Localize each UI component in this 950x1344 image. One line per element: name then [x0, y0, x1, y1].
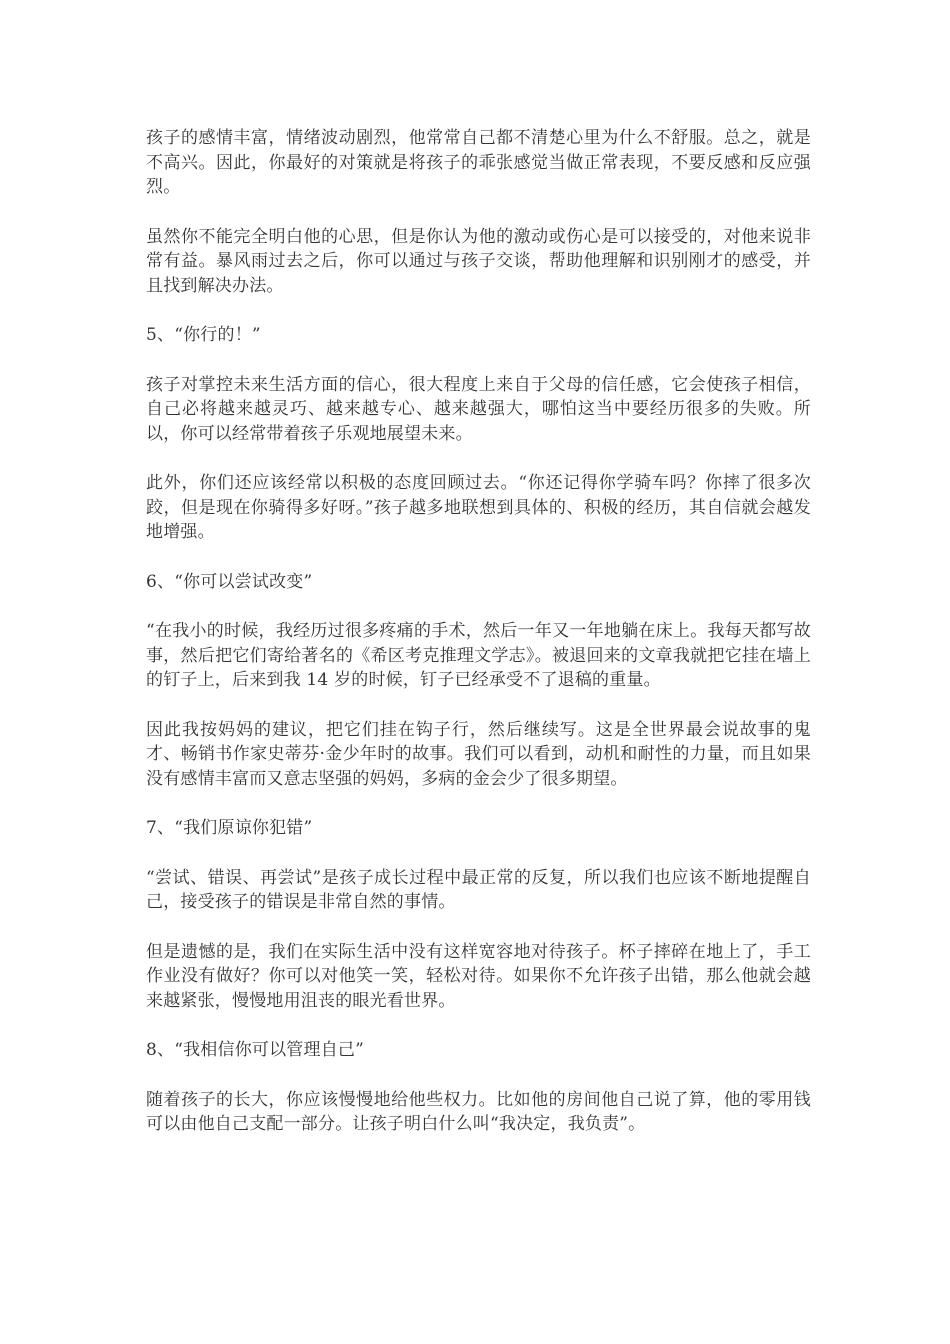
paragraph: “尝试、错误、再尝试”是孩子成长过程中最正常的反复，所以我们也应该不断地提醒自己，接受孩子的错误是非常自然的事情。 — [146, 867, 811, 912]
section-heading: 7、“我们原谅你犯错” — [146, 818, 313, 838]
paragraph: 此外，你们还应该经常以积极的态度回顾过去。“你还记得你学骑车吗？你摔了很多次跤，但是现在你骑得多好呀。”孩子越多地联想到具体的、积极的经历，其自信就会越发地增强。 — [146, 473, 811, 542]
section-heading: 8、“我相信你可以管理自己” — [146, 1040, 364, 1060]
paragraph: 孩子的感情丰富，情绪波动剧烈，他常常自己都不清楚心里为什么不舒服。总之，就是不高兴。因此，你最好的对策就是将孩子的乖张感觉当做正常表现，不要反感和反应强烈。 — [146, 128, 811, 197]
paragraph: “在我小的时候，我经历过很多疼痛的手术，然后一年又一年地躺在床上。我每天都写故事，然后把它们寄给著名的《希区考克推理文学志》。被退回来的文章我就把它挂在墙上的钉子上，后来到我 14 岁的时候，钉子已经承受不了退稿的重量。 — [146, 621, 811, 690]
paragraph: 但是遗憾的是，我们在实际生活中没有这样宽容地对待孩子。杯子摔碎在地上了，手工作业没有做好？你可以对他笑一笑，轻松对待。如果你不允许孩子出错，那么他就会越来越紧张，慢慢地用沮丧的眼光看世界。 — [146, 941, 811, 1011]
section-heading: 5、“你行的！” — [146, 325, 261, 345]
section-heading: 6、“你可以尝试改变” — [146, 571, 313, 592]
paragraph: 因此我按妈妈的建议，把它们挂在钩子行，然后继续写。这是全世界最会说故事的鬼才、畅销书作家史蒂芬·金少年时的故事。我们可以看到，动机和耐性的力量，而且如果没有感情丰富而又意志坚强的妈妈，多病的金会少了很多期望。 — [146, 719, 811, 789]
paragraph: 虽然你不能完全明白他的心思，但是你认为他的激动或伤心是可以接受的，对他来说非常有益。暴风雨过去之后，你可以通过与孩子交谈，帮助他理解和识别刚才的感受，并且找到解决办法。 — [146, 226, 811, 296]
document-body — [146, 126, 811, 1162]
paragraph: 孩子对掌控未来生活方面的信心，很大程度上来自于父母的信任感，它会使孩子相信，自己必将越来越灵巧、越来越专心、越来越强大，哪怕这当中要经历很多的失败。所以，你可以经常带着孩子乐观地展望未来。 — [146, 374, 811, 444]
paragraph: 随着孩子的长大，你应该慢慢地给他些权力。比如他的房间他自己说了算，他的零用钱可以由他自己支配一部分。让孩子明白什么叫“我决定，我负责”。 — [146, 1089, 811, 1134]
